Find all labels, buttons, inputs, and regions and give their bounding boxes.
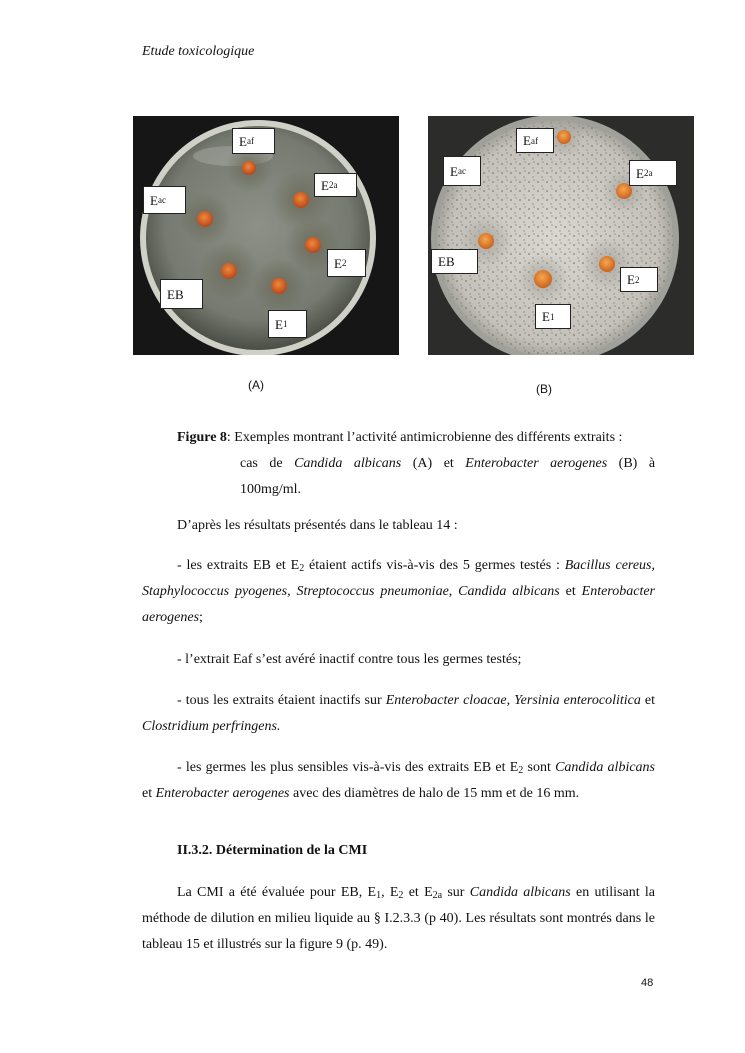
- zone-e1-b: [517, 253, 569, 305]
- label-eb-a: EB: [160, 279, 203, 309]
- petri-dish-photo-b: [428, 116, 694, 355]
- label-e1-a: E 1: [268, 310, 307, 338]
- zone-eac-a: [179, 193, 231, 245]
- label-eaf-a: E af: [232, 128, 275, 154]
- panel-a-letter: (A): [248, 378, 264, 392]
- section-title: II.3.2. Détermination de la CMI: [177, 843, 368, 858]
- label-eaf-b: E af: [516, 128, 554, 153]
- page-number: 48: [641, 977, 654, 989]
- label-e1-b: E 1: [535, 304, 571, 329]
- figure-label: Figure 8: [177, 430, 227, 445]
- label-e2a-a: E 2a: [314, 173, 357, 197]
- petri-dish-photo-a: [133, 116, 399, 355]
- paragraph-intro: D’après les résultats présentés dans le tableau 14 :: [177, 518, 458, 533]
- figure-caption: Figure 8: Exemples montrant l’activité antimicrobienne des différents extraits : cas de Candida albicans (A) et Enterobacter aerogenes (B) à 100mg/ml.: [177, 430, 656, 497]
- label-e2a-b: E 2a: [629, 160, 677, 186]
- panel-b-letter: (B): [536, 382, 552, 396]
- zone-eb-a: [199, 241, 259, 301]
- zone-e1-a: [251, 258, 307, 314]
- running-header: Etude toxicologique: [142, 44, 255, 59]
- label-eac-a: E ac: [143, 186, 186, 214]
- bullet-2: - l’extrait Eaf s’est avéré inactif contre tous les germes testés;: [177, 652, 522, 667]
- bullet-3: - tous les extraits étaient inactifs sur Enterobacter cloacae, Yersinia enterocolitica et Clostridium perfringens.: [142, 693, 655, 734]
- label-e2-a: E 2: [327, 249, 366, 277]
- label-eac-b: E ac: [443, 156, 481, 186]
- bullet-4: - les germes les plus sensibles vis-à-vis des extraits EB et $E_2$ sont Candida albicans et Enterobacter aerogenes avec des diamètres de halo de 15 mm et de 16 mm.: [142, 760, 655, 801]
- label-eb-b: EB: [431, 249, 478, 274]
- bullet-1: - les extraits EB et $E_2$ étaient actifs vis-à-vis des 5 germes testés : Bacillus cereus, Staphylococcus pyogenes, Streptococcus pneumoniae, Candida albicans et Enterobacter aerogenes;: [142, 558, 655, 625]
- label-e2-b: E 2: [620, 267, 658, 292]
- paragraph-cmi: La CMI a été évaluée pour EB, $E_1$, $E_2$ et $E_{2a}$ sur Candida albicans en utilisant la méthode de dilution en milieu liquide au § I.2.3.3 (p 40). Les résultats sont montrés dans le tableau 15 et illustrés sur la figure 9 (p. 49).: [142, 885, 655, 952]
